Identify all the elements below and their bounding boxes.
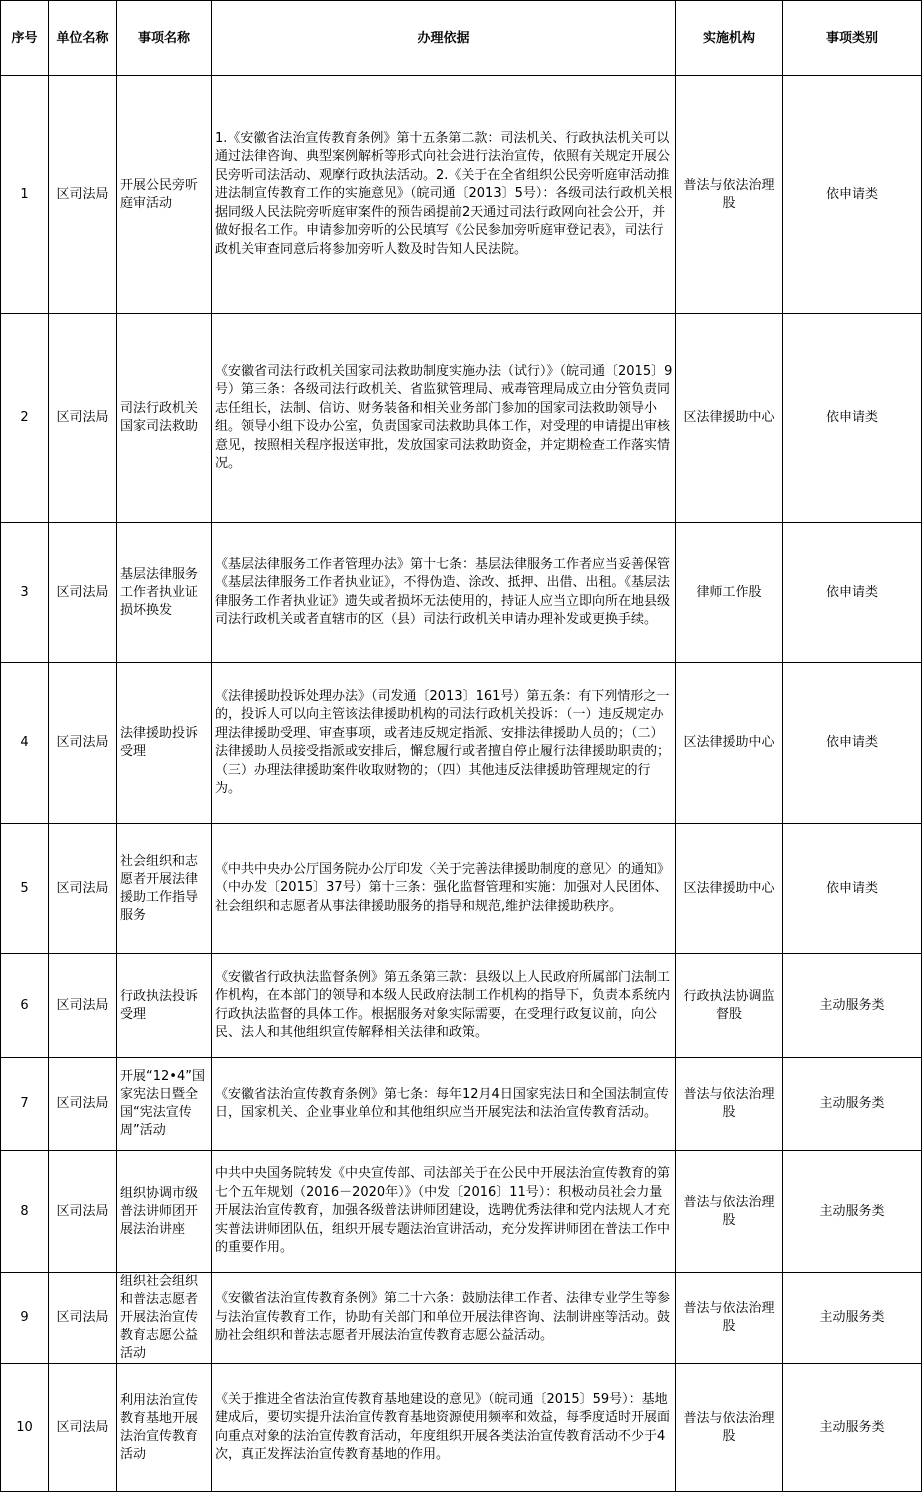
table-row <box>1 1364 922 1492</box>
row-category: 主动服务类 <box>783 1364 922 1492</box>
row-item: 组织协调市级普法讲师团开展法治讲座 <box>117 1151 212 1273</box>
row-seq: 2 <box>1 314 49 523</box>
table-row <box>1 523 922 663</box>
row-basis: 《基层法律服务工作者管理办法》第十七条：基层法律服务工作者应当妥善保管《基层法律服务工作者执业证》，不得伪造、涂改、抵押、出借、出租。《基层法律服务工作者执业证》遗失或者损坏无法使用的，持证人应当立即向所在地县级司法行政机关或者直辖市的区（县）司法行政机关申请办理补发或更换手续。 <box>212 523 676 663</box>
row-item: 基层法律服务工作者执业证损坏换发 <box>117 523 212 663</box>
row-unit: 区司法局 <box>49 314 117 523</box>
row-basis: 《中共中央办公厅国务院办公厅印发〈关于完善法律援助制度的意见〉的通知》（中办发〔2015〕37号）第十三条：强化监督管理和实施：加强对人民团体、社会组织和志愿者从事法律援助服务的指导和规范,维护法律援助秩序。 <box>212 824 676 954</box>
row-unit: 区司法局 <box>49 663 117 824</box>
table-row <box>1 1151 922 1273</box>
header-org: 实施机构 <box>676 1 783 76</box>
row-basis: 《安徽省行政执法监督条例》第五条第三款：县级以上人民政府所属部门法制工作机构，在本部门的领导和本级人民政府法制工作机构的指导下，负责本系统内行政执法监督的具体工作。根据服务对象实际需要，在受理行政复议前，向公民、法人和其他组织宣传解释相关法律和政策。 <box>212 954 676 1058</box>
table-row <box>1 954 922 1058</box>
row-category: 主动服务类 <box>783 1151 922 1273</box>
row-category: 依申请类 <box>783 76 922 314</box>
row-org: 区法律援助中心 <box>676 663 783 824</box>
table-row <box>1 76 922 314</box>
row-unit: 区司法局 <box>49 954 117 1058</box>
row-basis: 1.《安徽省法治宣传教育条例》第十五条第二款：司法机关、行政执法机关可以通过法律咨询、典型案例解析等形式向社会进行法治宣传，依照有关规定开展公民旁听司法活动、观摩行政执法活动。2.《关于在全省组织公民旁听庭审活动推进法制宣传教育工作的实施意见》（皖司通〔2013〕5号）：各级司法行政机关根据同级人民法院旁听庭审案件的预告函提前2天通过司法行政网向社会公开，并做好报名工作。申请参加旁听的公民填写《公民参加旁听庭审登记表》，司法行政机关审查同意后将参加旁听人数及时告知人民法院。 <box>212 76 676 314</box>
row-seq: 8 <box>1 1151 49 1273</box>
header-row <box>1 1 922 76</box>
row-basis: 《法律援助投诉处理办法》（司发通〔2013〕161号）第五条：有下列情形之一的，投诉人可以向主管该法律援助机构的司法行政机关投诉：（一）违反规定办理法律援助受理、审查事项，或者违反规定指派、安排法律援助人员的；（二）法律援助人员接受指派或安排后，懈怠履行或者擅自停止履行法律援助职责的；（三）办理法律援助案件收取财物的；（四）其他违反法律援助管理规定的行为。 <box>212 663 676 824</box>
row-seq: 4 <box>1 663 49 824</box>
row-item: 组织社会组织和普法志愿者开展法治宣传教育志愿公益活动 <box>117 1273 212 1364</box>
header-seq: 序号 <box>1 1 49 76</box>
row-seq: 9 <box>1 1273 49 1364</box>
row-item: 开展“12•4”国家宪法日暨全国“宪法宣传周”活动 <box>117 1058 212 1151</box>
row-org: 普法与依法治理股 <box>676 1151 783 1273</box>
table-row <box>1 314 922 523</box>
row-org: 普法与依法治理股 <box>676 1273 783 1364</box>
row-category: 依申请类 <box>783 314 922 523</box>
row-category: 依申请类 <box>783 663 922 824</box>
row-seq: 7 <box>1 1058 49 1151</box>
row-org: 普法与依法治理股 <box>676 1364 783 1492</box>
row-unit: 区司法局 <box>49 1058 117 1151</box>
header-category: 事项类别 <box>783 1 922 76</box>
row-org: 区法律援助中心 <box>676 314 783 523</box>
row-unit: 区司法局 <box>49 1273 117 1364</box>
row-item: 法律援助投诉受理 <box>117 663 212 824</box>
row-item: 开展公民旁听庭审活动 <box>117 76 212 314</box>
row-basis: 《安徽省司法行政机关国家司法救助制度实施办法（试行）》（皖司通〔2015〕9号）第三条：各级司法行政机关、省监狱管理局、戒毒管理局成立由分管负责同志任组长，法制、信访、财务装备和相关业务部门参加的国家司法救助领导小组。领导小组下设办公室，负责国家司法救助具体工作，对受理的申请提出审核意见，按照相关程序报送审批，发放国家司法救助资金，并定期检查工作落实情况。 <box>212 314 676 523</box>
table-row <box>1 824 922 954</box>
row-item: 行政执法投诉受理 <box>117 954 212 1058</box>
row-category: 主动服务类 <box>783 1058 922 1151</box>
row-item: 司法行政机关国家司法救助 <box>117 314 212 523</box>
row-org: 普法与依法治理股 <box>676 1058 783 1151</box>
row-basis: 《关于推进全省法治宣传教育基地建设的意见》（皖司通〔2015〕59号）：基地建成后，要切实提升法治宣传教育基地资源使用频率和效益，每季度适时开展面向重点对象的法治宣传教育活动，年度组织开展各类法治宣传教育活动不少于4次，真正发挥法治宣传教育基地的作用。 <box>212 1364 676 1492</box>
row-category: 主动服务类 <box>783 1273 922 1364</box>
row-seq: 5 <box>1 824 49 954</box>
row-unit: 区司法局 <box>49 523 117 663</box>
row-unit: 区司法局 <box>49 1364 117 1492</box>
row-seq: 3 <box>1 523 49 663</box>
header-basis: 办理依据 <box>212 1 676 76</box>
row-org: 区法律援助中心 <box>676 824 783 954</box>
row-category: 依申请类 <box>783 523 922 663</box>
row-category: 主动服务类 <box>783 954 922 1058</box>
row-seq: 6 <box>1 954 49 1058</box>
row-basis: 中共中央国务院转发《中央宣传部、司法部关于在公民中开展法治宣传教育的第七个五年规划（2016－2020年）》（中发〔2016〕11号）：积极动员社会力量开展法治宣传教育，加强各级普法讲师团建设，选聘优秀法律和党内法规人才充实普法讲师团队伍，组织开展专题法治宣讲活动，充分发挥讲师团在普法工作中的重要作用。 <box>212 1151 676 1273</box>
header-item: 事项名称 <box>117 1 212 76</box>
table-row <box>1 663 922 824</box>
row-unit: 区司法局 <box>49 76 117 314</box>
row-org: 行政执法协调监督股 <box>676 954 783 1058</box>
row-basis: 《安徽省法治宣传教育条例》第七条：每年12月4日国家宪法日和全国法制宣传日，国家机关、企业事业单位和其他组织应当开展宪法和法治宣传教育活动。 <box>212 1058 676 1151</box>
row-org: 普法与依法治理股 <box>676 76 783 314</box>
row-seq: 10 <box>1 1364 49 1492</box>
table-row <box>1 1058 922 1151</box>
row-category: 依申请类 <box>783 824 922 954</box>
row-unit: 区司法局 <box>49 1151 117 1273</box>
row-unit: 区司法局 <box>49 824 117 954</box>
row-basis: 《安徽省法治宣传教育条例》第二十六条：鼓励法律工作者、法律专业学生等参与法治宣传教育工作，协助有关部门和单位开展法律咨询、法制讲座等活动。鼓励社会组织和普法志愿者开展法治宣传教育志愿公益活动。 <box>212 1273 676 1364</box>
row-item: 社会组织和志愿者开展法律援助工作指导服务 <box>117 824 212 954</box>
table-row <box>1 1273 922 1364</box>
header-unit: 单位名称 <box>49 1 117 76</box>
row-seq: 1 <box>1 76 49 314</box>
row-item: 利用法治宣传教育基地开展法治宣传教育活动 <box>117 1364 212 1492</box>
row-org: 律师工作股 <box>676 523 783 663</box>
